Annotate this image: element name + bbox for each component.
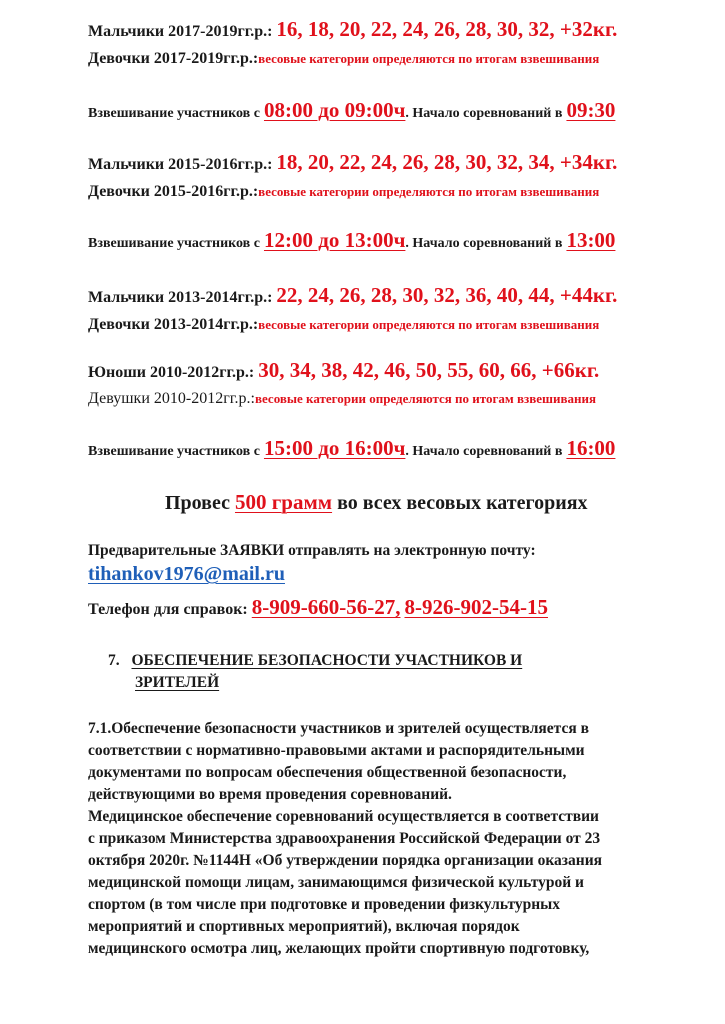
medical-paragraph xyxy=(88,806,678,960)
allowance-prefix: Провес xyxy=(165,492,230,514)
weighin-label-1: Взвешивание участников с xyxy=(88,106,260,121)
youths-2010-2012-label: Юноши 2010-2012гг.р.: xyxy=(88,364,255,381)
paragraph-line: медицинской помощи лицам, занимающимся физической культурой и xyxy=(88,874,584,891)
girls-2017-2019-line xyxy=(88,50,599,68)
boys-2013-2014-weights: 22, 24, 26, 28, 30, 32, 36, 40, 44, +44кг. xyxy=(276,283,618,307)
girls-2015-2016-label: Девочки 2015-2016гг.р.: xyxy=(88,183,259,200)
girls-2013-2014-line xyxy=(88,316,599,334)
boys-2017-2019-weights: 16, 18, 20, 22, 24, 26, 28, 30, 32, +32кг. xyxy=(276,17,618,41)
phone-number-1[interactable]: 8-909-660-56-27, xyxy=(251,595,401,619)
email-address[interactable]: tihankov1976@mail.ru xyxy=(88,563,285,585)
paragraph-line: документами по вопросам обеспечения общественной безопасности, xyxy=(88,764,567,781)
email-link[interactable] xyxy=(88,563,285,586)
paragraph-line: Медицинское обеспечение соревнований осуществляется в соответствии xyxy=(88,808,599,825)
section-7-heading xyxy=(108,652,522,670)
girls-2015-2016-line xyxy=(88,183,599,201)
girls-2010-2012-line xyxy=(88,390,596,408)
boys-2013-2014-label: Мальчики 2013-2014гг.р.: xyxy=(88,289,273,306)
applications-text: Предварительные ЗАЯВКИ отправлять на электронную почту: xyxy=(88,542,536,559)
youths-2010-2012-line xyxy=(88,358,599,383)
girls-2017-2019-label: Девочки 2017-2019гг.р.: xyxy=(88,50,259,67)
paragraph-line: с приказом Министерства здравоохранения Российской Федерации от 23 xyxy=(88,830,601,847)
weighin-label-2: Взвешивание участников с xyxy=(88,236,260,251)
girls-2017-2019-note: весовые категории определяются по итогам взвешивания xyxy=(258,51,600,66)
start-label-1: . Начало соревнований в xyxy=(405,106,563,121)
weight-allowance-line xyxy=(165,490,588,515)
start-label-3: . Начало соревнований в xyxy=(405,444,563,459)
boys-2017-2019-line xyxy=(88,17,617,42)
girls-2013-2014-label: Девочки 2013-2014гг.р.: xyxy=(88,316,259,333)
weighin-label-3: Взвешивание участников с xyxy=(88,444,260,459)
weighin-line-2 xyxy=(88,228,615,253)
start-label-2: . Начало соревнований в xyxy=(405,236,563,251)
boys-2017-2019-label: Мальчики 2017-2019гг.р.: xyxy=(88,23,273,40)
paragraph-line: действующими во время проведения соревнований. xyxy=(88,786,452,803)
paragraph-line: медицинского осмотра лиц, желающих пройти спортивную подготовку, xyxy=(88,940,590,957)
paragraph-line: мероприятий и спортивных мероприятий), включая порядок xyxy=(88,918,520,935)
boys-2015-2016-line xyxy=(88,150,617,175)
girls-2010-2012-note: весовые категории определяются по итогам взвешивания xyxy=(254,391,597,406)
girls-2015-2016-note: весовые категории определяются по итогам взвешивания xyxy=(258,184,600,199)
start-time-1: 09:30 xyxy=(566,98,616,122)
phone-label: Телефон для справок: xyxy=(88,601,248,618)
boys-2013-2014-line xyxy=(88,283,617,308)
girls-2013-2014-note: весовые категории определяются по итогам взвешивания xyxy=(258,317,600,332)
girls-2010-2012-label: Девушки 2010-2012гг.р.: xyxy=(88,390,255,407)
section-7-title-line1: ОБЕСПЕЧЕНИЕ БЕЗОПАСНОСТИ УЧАСТНИКОВ И xyxy=(131,652,523,669)
paragraph-line: 7.1.Обеспечение безопасности участников и зрителей осуществляется в xyxy=(88,720,589,737)
phone-number-2[interactable]: 8-926-902-54-15 xyxy=(404,595,548,619)
boys-2015-2016-weights: 18, 20, 22, 24, 26, 28, 30, 32, 34, +34кг. xyxy=(276,150,618,174)
paragraph-line: спортом (в том числе при подготовке и проведении физкультурных xyxy=(88,896,561,913)
start-time-2: 13:00 xyxy=(566,228,616,252)
weighin-time-1: 08:00 до 09:00ч xyxy=(263,98,406,122)
start-time-3: 16:00 xyxy=(566,436,616,460)
allowance-amount: 500 грамм xyxy=(234,490,333,514)
section-7-1-paragraph xyxy=(88,718,678,806)
weighin-line-3 xyxy=(88,436,615,461)
weighin-line-1 xyxy=(88,98,615,123)
allowance-suffix: во всех весовых категориях xyxy=(337,492,588,514)
weighin-time-2: 12:00 до 13:00ч xyxy=(263,228,406,252)
youths-2010-2012-weights: 30, 34, 38, 42, 46, 50, 55, 60, 66, +66кг. xyxy=(258,358,600,382)
section-7-title-line2: ЗРИТЕЛЕЙ xyxy=(135,674,220,691)
boys-2015-2016-label: Мальчики 2015-2016гг.р.: xyxy=(88,156,273,173)
section-7-number: 7. xyxy=(108,652,120,669)
phone-line xyxy=(88,595,548,620)
weighin-time-3: 15:00 до 16:00ч xyxy=(263,436,406,460)
paragraph-line: октября 2020г. №1144Н «Об утверждении порядка организации оказания xyxy=(88,852,603,869)
paragraph-line: соответствии с нормативно-правовыми актами и распорядительными xyxy=(88,742,585,759)
section-7-heading-cont xyxy=(135,674,219,692)
